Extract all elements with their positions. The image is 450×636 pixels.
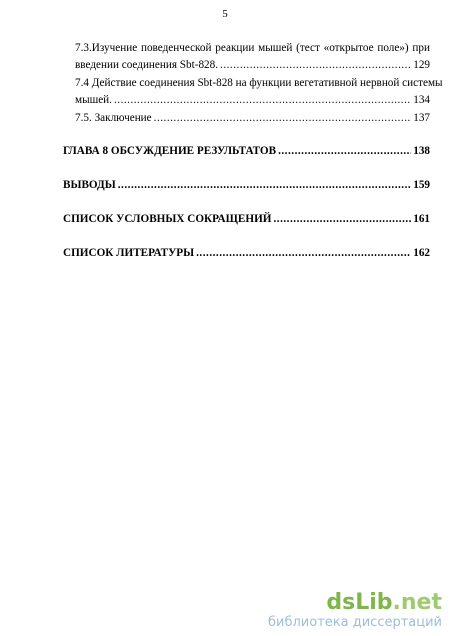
toc-entry-7-5[interactable] xyxy=(75,110,430,127)
watermark-logo-suffix: .net xyxy=(392,590,442,615)
dot-leader xyxy=(196,245,411,262)
toc-chapter-8[interactable] xyxy=(63,143,430,160)
toc-entry-text-line1: 7.3.Изучение поведенческой реакции мышей (тест «открытое поле») при xyxy=(75,42,430,54)
table-of-contents xyxy=(63,40,443,263)
dot-leader xyxy=(273,211,411,228)
dot-leader xyxy=(278,143,411,160)
watermark-logo-main: dsLib xyxy=(326,590,393,615)
toc-page-number: 161 xyxy=(413,213,430,225)
watermark xyxy=(268,591,442,630)
toc-entry-text: 7.5. Заключение xyxy=(75,112,152,124)
toc-page-number: 134 xyxy=(413,94,430,106)
toc-chapter-title: СПИСОК ЛИТЕРАТУРЫ xyxy=(63,247,195,259)
page-number: 5 xyxy=(222,8,228,20)
toc-page-number: 129 xyxy=(413,59,430,71)
toc-page-number: 137 xyxy=(413,112,430,124)
toc-chapter-title: ВЫВОДЫ xyxy=(63,179,116,191)
toc-abbreviations[interactable] xyxy=(63,211,430,228)
dot-leader xyxy=(220,57,411,74)
toc-page-number: 159 xyxy=(413,179,430,191)
toc-page-number: 162 xyxy=(413,247,430,259)
toc-entry-text-line2: мышей. xyxy=(75,94,112,106)
toc-chapter-title: ГЛАВА 8 ОБСУЖДЕНИЕ РЕЗУЛЬТАТОВ xyxy=(63,145,277,157)
toc-entry-text-line1: 7.4 Действие соединения Sbt-828 на функции вегетативной нервной системы xyxy=(75,77,443,89)
dot-leader xyxy=(118,177,411,194)
toc-entry-7-3[interactable] xyxy=(75,40,430,74)
toc-page-number: 138 xyxy=(413,145,430,157)
watermark-caption: библиотека диссертаций xyxy=(268,615,442,630)
toc-chapter-title: СПИСОК УСЛОВНЫХ СОКРАЩЕНИЙ xyxy=(63,213,272,225)
toc-entry-text-line2: введении соединения Sbt-828. xyxy=(75,59,219,71)
toc-references[interactable] xyxy=(63,245,430,262)
dot-leader xyxy=(114,92,411,109)
dot-leader xyxy=(154,110,412,127)
toc-conclusions[interactable] xyxy=(63,177,430,194)
toc-entry-7-4[interactable] xyxy=(75,75,443,109)
watermark-logo xyxy=(268,591,442,615)
